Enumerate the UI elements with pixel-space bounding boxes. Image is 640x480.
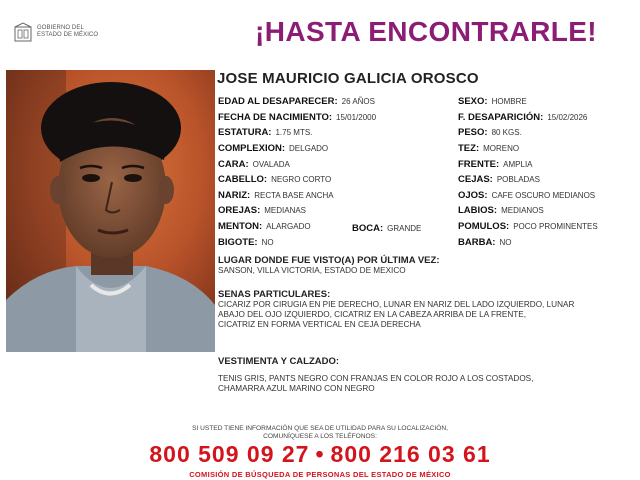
- footer-note-line-2: COMUNÍQUESE A LOS TELÉFONOS:: [263, 433, 377, 440]
- field-cara: [218, 159, 290, 170]
- field-menton-label: MENTON:: [218, 221, 263, 232]
- field-pomulos-value: POCO PROMINENTES: [513, 222, 598, 231]
- field-cabello-label: CABELLO:: [218, 174, 268, 185]
- lugar-title: LUGAR DONDE FUE VISTO(A) POR ÚLTIMA VEZ:: [218, 255, 440, 266]
- government-logo: [12, 22, 132, 46]
- field-complexion-value: DELGADO: [289, 144, 329, 153]
- person-photo: [6, 70, 215, 352]
- field-cejas: [458, 174, 540, 185]
- field-pomulos: [458, 221, 598, 232]
- field-boca: [352, 223, 421, 234]
- field-ojos-label: OJOS:: [458, 190, 488, 201]
- field-edad-label: EDAD AL DESAPARECER:: [218, 96, 338, 107]
- field-bigote-value: NO: [261, 238, 274, 247]
- field-barba: [458, 237, 511, 248]
- lugar-text: SANSON, VILLA VICTORIA, ESTADO DE MEXICO: [218, 266, 406, 275]
- field-fecha-nacimiento-label: FECHA DE NACIMIENTO:: [218, 112, 332, 123]
- senas-title: SENAS PARTICULARES:: [218, 289, 331, 300]
- field-sexo: [458, 96, 527, 107]
- field-complexion: [218, 143, 328, 154]
- field-cabello: [218, 174, 331, 185]
- field-tez: [458, 143, 519, 154]
- comision-name: COMISIÓN DE BÚSQUEDA DE PERSONAS DEL ESTADO DE MÉXICO: [189, 470, 451, 479]
- field-cejas-value: POBLADAS: [496, 175, 540, 184]
- field-frente: [458, 159, 533, 170]
- field-cara-value: OVALADA: [252, 160, 290, 169]
- senas-line: CICATRIZ EN FORMA VERTICAL EN CEJA DERECHA: [218, 320, 421, 330]
- field-orejas-label: OREJAS:: [218, 205, 261, 216]
- logo-line-2: ESTADO DE MÉXICO: [37, 32, 99, 38]
- field-pomulos-label: POMULOS:: [458, 221, 510, 232]
- field-f-desaparicion-label: F. DESAPARICIÓN:: [458, 112, 544, 123]
- field-sexo-value: HOMBRE: [491, 97, 527, 106]
- senas-line: ABAJO DEL OJO IZQUIERDO, CICATRIZ EN LA CABEZA ARRIBA DE LA FRENTE,: [218, 310, 527, 320]
- field-sexo-label: SEXO:: [458, 96, 488, 107]
- field-f-desaparicion-value: 15/02/2026: [547, 113, 588, 122]
- field-bigote-label: BIGOTE:: [218, 237, 258, 248]
- vestimenta-title: VESTIMENTA Y CALZADO:: [218, 356, 340, 367]
- field-complexion-label: COMPLEXION:: [218, 143, 286, 154]
- field-frente-value: AMPLIA: [503, 160, 533, 169]
- field-barba-value: NO: [499, 238, 512, 247]
- field-nariz-value: RECTA BASE ANCHA: [254, 191, 334, 200]
- phone-separator: •: [315, 441, 325, 467]
- field-barba-label: BARBA:: [458, 237, 496, 248]
- field-f-desaparicion: [458, 112, 587, 123]
- field-frente-label: FRENTE:: [458, 159, 500, 170]
- phone-number-1[interactable]: 800 509 09 27: [149, 441, 310, 467]
- field-orejas: [218, 205, 306, 216]
- field-estatura-value: 1.75 MTS.: [275, 128, 313, 137]
- field-tez-label: TEZ:: [458, 143, 480, 154]
- phone-number-2[interactable]: 800 216 03 61: [330, 441, 491, 467]
- field-labios-value: MEDIANOS: [501, 206, 544, 215]
- logo-text: [37, 25, 98, 39]
- field-bigote: [218, 237, 274, 248]
- field-menton: [218, 221, 311, 232]
- field-ojos-value: CAFE OSCURO MEDIANOS: [491, 191, 596, 200]
- field-nariz: [218, 190, 334, 201]
- headline: ¡HASTA ENCONTRARLE!: [255, 16, 598, 47]
- field-boca-label: BOCA:: [352, 223, 384, 234]
- field-fecha-nacimiento-value: 15/01/2000: [336, 113, 377, 122]
- logo-line-1: GOBIERNO DEL: [37, 25, 84, 31]
- vestimenta-line: CHAMARRA AZUL MARINO CON NEGRO: [218, 384, 375, 394]
- field-cejas-label: CEJAS:: [458, 174, 493, 185]
- person-name: JOSE MAURICIO GALICIA OROSCO: [217, 70, 479, 87]
- field-cabello-value: NEGRO CORTO: [271, 175, 332, 184]
- field-boca-value: GRANDE: [387, 224, 422, 233]
- portrait-image: [6, 70, 215, 352]
- field-ojos: [458, 190, 595, 201]
- vestimenta-line: TENIS GRIS, PANTS NEGRO CON FRANJAS EN COLOR ROJO A LOS COSTADOS,: [218, 374, 534, 383]
- phone-numbers: [0, 441, 640, 468]
- field-estatura: [218, 127, 312, 138]
- field-labios-label: LABIOS:: [458, 205, 498, 216]
- field-cara-label: CARA:: [218, 159, 249, 170]
- state-emblem-icon: [12, 22, 34, 44]
- field-peso-label: PESO:: [458, 127, 488, 138]
- field-peso: [458, 127, 522, 138]
- field-edad-value: 26 AÑOS: [341, 97, 375, 106]
- field-fecha-nacimiento: [218, 112, 376, 123]
- field-peso-value: 80 KGS.: [491, 128, 522, 137]
- footer-note: [0, 425, 640, 441]
- field-edad: [218, 96, 375, 107]
- field-nariz-label: NARIZ:: [218, 190, 251, 201]
- field-estatura-label: ESTATURA:: [218, 127, 272, 138]
- vestimenta-text: [218, 374, 533, 394]
- field-orejas-value: MEDIANAS: [264, 206, 307, 215]
- field-tez-value: MORENO: [483, 144, 520, 153]
- senas-line: CICARIZ POR CIRUGIA EN PIE DERECHO, LUNAR EN NARIZ DEL LADO IZQUIERDO, LUNAR: [218, 300, 575, 309]
- field-menton-value: ALARGADO: [266, 222, 311, 231]
- footer-note-line-1: SI USTED TIENE INFORMACIÓN QUE SEA DE UTILIDAD PARA SU LOCALIZACIÓN,: [192, 425, 448, 432]
- senas-text: [218, 300, 574, 331]
- field-labios: [458, 205, 544, 216]
